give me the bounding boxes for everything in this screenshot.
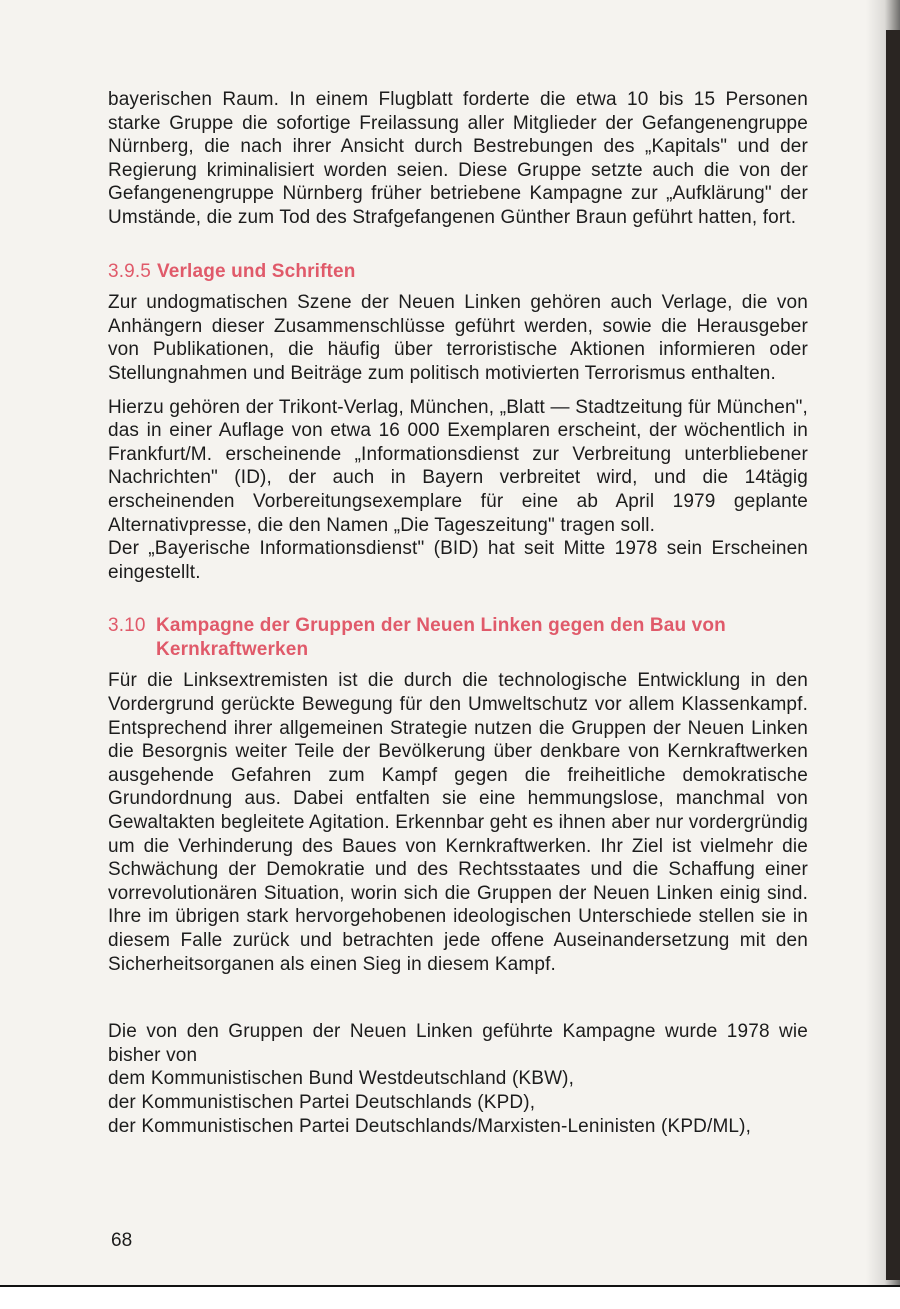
- intro-paragraph: bayerischen Raum. In einem Flugblatt forderte die etwa 10 bis 15 Personen starke Gruppe die sofortige Freilassung aller Mitglieder der Gefangenengruppe Nürnberg, die nach ihrer Ansicht durch Bestrebungen des „Kapitals" und der Regierung kriminalisiert worden seien. Diese Gruppe setzte auch die von der Gefangenengruppe Nürnberg früher betriebene Kampagne zur „Aufklärung" der Umstände, die zum Tod des Strafgefangenen Günther Braun geführt hatten, fort.: [108, 89, 808, 228]
- list-item: dem Kommunistischen Bund Westdeutschland (KBW),: [108, 1068, 575, 1090]
- body-text: [108, 88, 808, 1138]
- section-title: Kampagne der Gruppen der Neuen Linken gegen den Bau von Kernkraftwerken: [156, 615, 726, 660]
- section-heading-3-9-5: [108, 260, 808, 284]
- section-number: 3.10: [108, 615, 146, 637]
- section-heading-3-10: [108, 614, 808, 661]
- scan-bottom-margin: [0, 1287, 900, 1309]
- paragraph: Für die Linksextremisten ist die durch die technologische Entwicklung in den Vordergrund gerückte Bewegung für den Umweltschutz vor allem Klassenkampf. Entsprechend ihrer allgemeinen Strategie nutzen die Gruppen der Neuen Linken die Besorgnis weiter Teile der Bevölkerung über denkbare von Kernkraftwerken ausgehende Gefahren zum Kampf gegen die freiheitliche demokratische Grundordnung aus. Dabei entfalten sie eine hemmungslose, manchmal von Gewaltakten begleitete Agitation. Erkennbar geht es ihnen aber nur vordergründig um die Verhinderung des Baues von Kernkraftwerken. Ihr Ziel ist vielmehr die Schwächung der Demokratie und des Rechtsstaates und die Schaffung einer vorrevolutionären Situation, worin sich die Gruppen der Neuen Linken einig sind. Ihre im übrigen stark hervorgehobenen ideologischen Unterschiede stellen sie in diesem Falle zurück und betrachten jede offene Auseinandersetzung mit den Sicherheitsorganen als einen Sieg in diesem Kampf.: [108, 670, 808, 975]
- section-number: 3.9.5: [108, 260, 152, 282]
- section-title: Verlage und Schriften: [157, 260, 356, 282]
- paragraph: Hierzu gehören der Trikont-Verlag, München, „Blatt — Stadtzeitung für München", das in einer Auflage von etwa 16 000 Exemplaren erscheint, der wöchentlich in Frankfurt/M. erscheinende „Informationsdienst zur Verbreitung unterbliebener Nachrichten" (ID), der auch in Bayern verbreitet wird, und die 14tägig erscheinenden Vorbereitungsexemplare für eine ab April 1979 geplante Alternativpresse, die den Namen „Die Tageszeitung" tragen soll.: [108, 396, 808, 536]
- page-number: 68: [111, 1230, 133, 1251]
- binding-edge: [886, 30, 900, 1280]
- paragraph: Zur undogmatischen Szene der Neuen Linken gehören auch Verlage, die von Anhängern dieser Zusammenschlüsse geführt werden, sowie die Herausgeber von Publikationen, die häufig über terroristische Aktionen informieren oder Stellungnahmen und Beiträge zum politisch motivierten Terrorismus enthalten.: [108, 292, 808, 384]
- paragraph: Die von den Gruppen der Neuen Linken geführte Kampagne wurde 1978 wie bisher von: [108, 1021, 808, 1066]
- paragraph: Der „Bayerische Informationsdienst" (BID) hat seit Mitte 1978 sein Erscheinen eingestellt.: [108, 538, 808, 583]
- list-item: der Kommunistischen Partei Deutschlands/Marxisten-Leninisten (KPD/ML),: [108, 1115, 752, 1137]
- list-item: der Kommunistischen Partei Deutschlands (KPD),: [108, 1091, 536, 1113]
